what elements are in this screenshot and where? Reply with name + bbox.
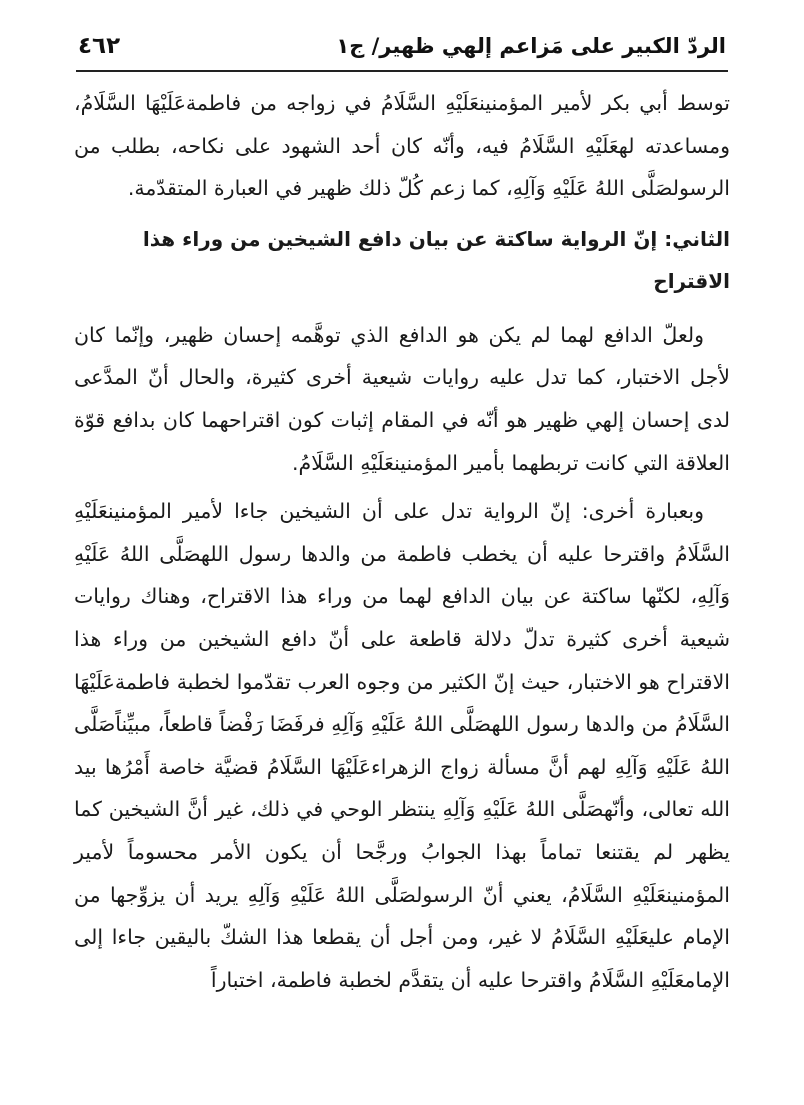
running-head [78, 26, 726, 66]
page-number: ٤٦٢ [78, 33, 121, 59]
running-head-title: الردّ الكبير على مَزاعم إلهي ظهير/ ج١ [336, 34, 726, 58]
section-heading-text: إنّ الرواية ساكتة عن بيان دافع الشيخين من وراء هذا الاقتراح [142, 226, 730, 293]
body-text [74, 82, 730, 1001]
header-rule [76, 70, 728, 72]
paragraph-1: توسط أبي بكر لأمير المؤمنينعَلَيْهِ السَّلَامُ في زواجه من فاطمةعَلَيْهَا السَّلَامُ، ومساعدته لهعَلَيْهِ السَّلَامُ فيه، وأنّه كان أحد الشهود على نكاحه، بطلب من الرسولصَلَّى اللهُ عَلَيْهِ وَآلِهِ، كما زعم كُلّ ذلك ظهير في العبارة المتقدّمة. [74, 91, 730, 201]
paragraph-2: ولعلّ الدافع لهما لم يكن هو الدافع الذي توهَّمه إحسان ظهير، وإنّما كان لأجل الاختبار، كما تدل عليه روايات شيعية أخرى كثيرة، والحال أنّ المدَّعى لدى إحسان إلهي ظهير هو أنّه في المقام إثبات كون اقتراحهما كان بدافع قوّة العلاقة التي كانت تربطهما بأمير المؤمنينعَلَيْهِ السَّلَامُ. [74, 322, 730, 475]
paragraph-3: وبعبارة أخرى: إنّ الرواية تدل على أن الشيخين جاءا لأمير المؤمنينعَلَيْهِ السَّلَامُ واقترحا عليه أن يخطب فاطمة من والدها رسول اللهصَلَّى اللهُ عَلَيْهِ وَآلِهِ، لكنّها ساكتة عن بيان الدافع لهما من وراء هذا الاقتراح، وهناك روايات شيعية أخرى كثيرة تدلّ دلالة قاطعة على أنّ دافع الشيخين من وراء هذا الاقتراح هو الاختبار، حيث إنّ الكثير من وجوه العرب تقدّموا لخطبة فاطمةعَلَيْهَا السَّلَامُ من والدها رسول اللهصَلَّى اللهُ عَلَيْهِ وَآلِهِ فرفَضَا رَفْضاً قاطعاً، مبيِّناًصَلَّى اللهُ عَلَيْهِ وَآلِهِ لهم أنَّ مسألة زواج الزهراءعَلَيْهَا السَّلَامُ قضيَّة خاصة أَمْرُها بيد الله تعالى، وأنّهصَلَّى اللهُ عَلَيْهِ وَآلِهِ ينتظر الوحي في ذلك، غير أنَّ الشيخين كما يظهر لم يقتنعا تماماً بهذا الجوابُ ورجَّحا أن يكون الأمر محسوماً لأمير المؤمنينعَلَيْهِ السَّلَامُ، يعني أنّ الرسولصَلَّى اللهُ عَلَيْهِ وَآلِهِ يريد أن يزوِّجها من الإمام عليعَلَيْهِ السَّلَامُ لا غير، ومن أجل أن يقطعا هذا الشكّ باليقين جاءا إلى الإمامعَلَيْهِ السَّلَامُ واقترحا عليه أن يتقدَّم لخطبة فاطمة، اختباراً [74, 499, 730, 992]
section-heading-lead: الثاني: [664, 226, 730, 251]
section-heading [74, 218, 730, 302]
